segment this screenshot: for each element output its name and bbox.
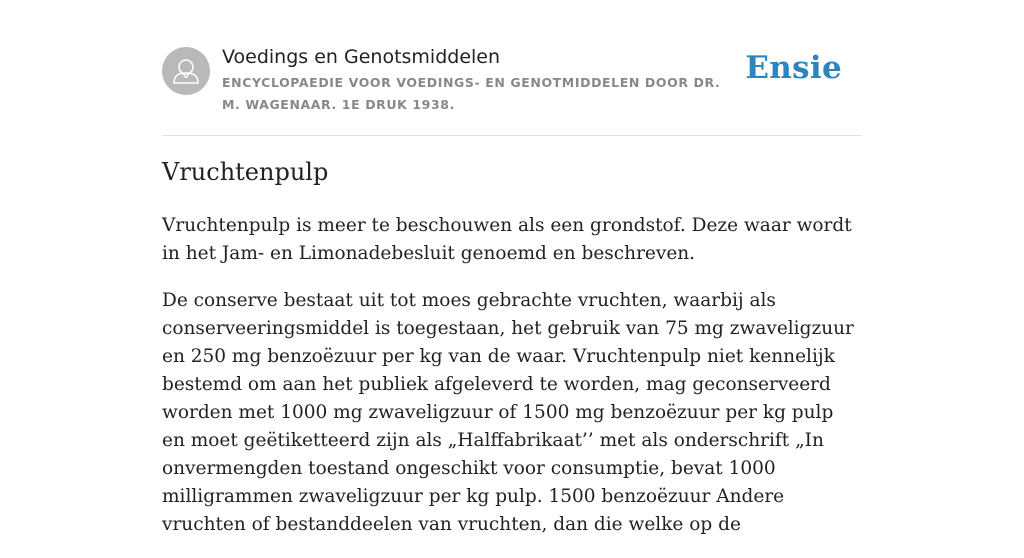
source-header (162, 46, 862, 116)
article-paragraph: De conserve bestaat uit tot moes gebrachte vruchten, waarbij als conserveeringsmiddel is toegestaan, het gebruik van 75 mg zwaveligzuur en 250 mg benzoëzuur per kg van de waar. Vruchtenpulp niet kennelijk bestemd om aan het publiek afgeleverd te worden, mag geconserveerd worden met 1000 mg zwaveligzuur of 1500 mg benzoëzuur per kg pulp en moet geëtiketteerd zijn als „Halffabrikaat’’ met als onderschrift „In onvermengden toestand ongeschikt voor consumptie, bevat 1000 milligrammen zwaveligzuur per kg pulp. 1500 benzoëzuur Andere vruchten of bestanddeelen van vruchten, dan die welke op de (162, 290, 854, 535)
ensie-logo[interactable]: Ensie (745, 50, 842, 86)
source-name[interactable]: Voedings en Genotsmiddelen (222, 46, 501, 68)
source-description: ENCYCLOPAEDIE VOOR VOEDINGS- EN GENOTMIDDELEN DOOR DR. M. WAGENAAR. 1E DRUK 1938. (222, 75, 721, 112)
page-title: Vruchtenpulp (162, 158, 329, 186)
user-avatar-icon[interactable] (162, 47, 210, 95)
header-divider (162, 135, 862, 136)
article-paragraph: Vruchtenpulp is meer te beschouwen als een grondstof. Deze waar wordt in het Jam- en Limonadebesluit genoemd en beschreven. (162, 215, 852, 264)
article-body (162, 212, 862, 558)
